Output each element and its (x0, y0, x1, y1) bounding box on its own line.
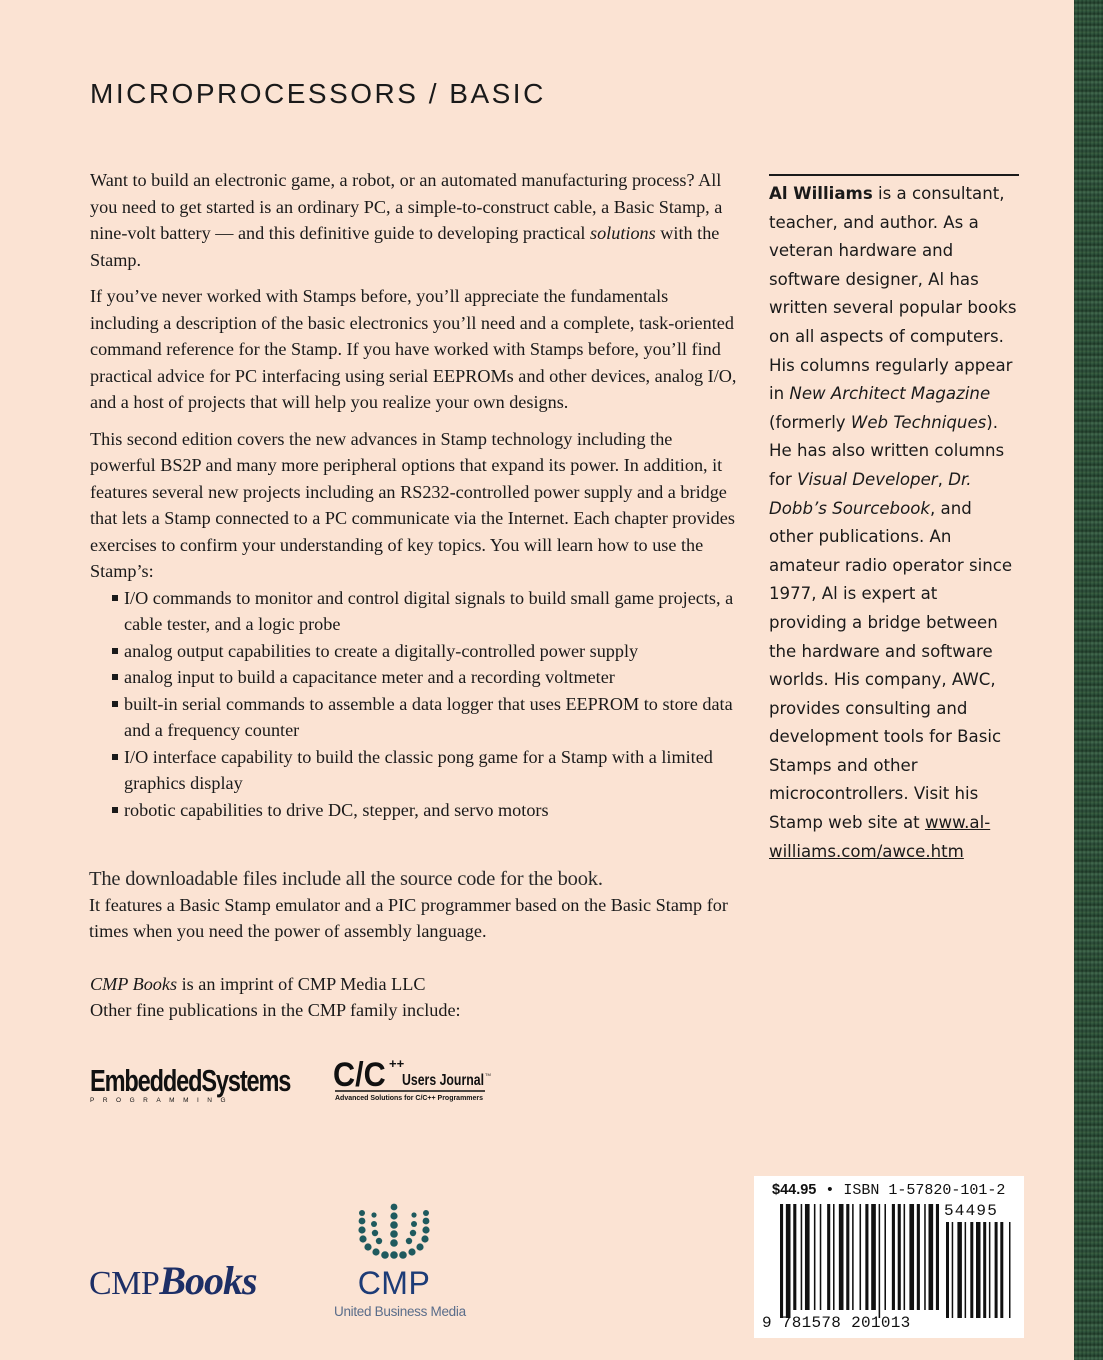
barcode-addon-bar (983, 1222, 986, 1318)
feature-list (90, 585, 740, 824)
bullet-icon (112, 648, 118, 654)
barcode-bar (892, 1204, 895, 1310)
author-website-link[interactable]: www.al-williams.com/awce.htm (769, 813, 991, 861)
barcode-bar (786, 1204, 791, 1318)
barcode-bar (833, 1204, 835, 1310)
downloads-body: It features a Basic Stamp emulator and a PIC programmer based on the Basic Stamp for times when you need the power of assembly language. (89, 895, 728, 941)
svg-text:C/C: C/C (333, 1056, 386, 1094)
barcode-bar (860, 1204, 862, 1310)
barcode-addon-bar (989, 1222, 991, 1318)
barcode-addon-bar (946, 1222, 949, 1318)
bullet-icon (112, 807, 118, 813)
list-item: robotic capabilities to drive DC, stepper, and servo motors (90, 797, 740, 824)
imprint-line-2: Other fine publications in the CMP family include: (90, 1000, 461, 1020)
price-isbn-line: $44.95 • ISBN 1-57820-101-2 (772, 1182, 1006, 1199)
cmp-ubm-logo: CMP United Business Media (334, 1203, 454, 1328)
barcode-bar (865, 1204, 868, 1310)
cuj-logo-graphic (333, 1056, 493, 1106)
cuj-logo (333, 1056, 493, 1106)
barcode-bar (884, 1204, 886, 1310)
barcode-bar (936, 1204, 939, 1310)
description (90, 167, 740, 823)
barcode-ean-digits: 9 781578 201013 (762, 1314, 911, 1332)
imprint-note (90, 971, 750, 1023)
barcode-bar (793, 1204, 796, 1310)
description-paragraph-3: This second edition covers the new advances in Stamp technology including the powerful BS2P and many more peripheral options that expand its power. In addition, it features several new projects including an RS232-controlled power supply and a bridge that lets a Stamp connected to a PC communicate via the Internet. Each chapter provides exercises to confirm your understanding of key topics. You will learn how to use the Stamp’s: (90, 428, 735, 581)
barcode-bar (909, 1204, 914, 1310)
isbn: ISBN 1-57820-101-2 (843, 1182, 1006, 1199)
barcode-bar (805, 1204, 810, 1310)
barcode-bar (814, 1204, 816, 1310)
barcode-bar (929, 1204, 934, 1310)
embedded-systems-logo: EmbeddedSystems PROGRAMMING (90, 1063, 291, 1104)
barcode-bar (846, 1204, 849, 1310)
barcode-addon-bar (1009, 1222, 1011, 1318)
downloads-lead: The downloadable files include all the source code for the book. (89, 868, 603, 890)
spine-edge (1074, 0, 1103, 1360)
bullet-icon (112, 674, 118, 680)
imprint-line-1: CMP Books is an imprint of CMP Media LLC (90, 974, 426, 994)
barcode-addon-bar (995, 1222, 998, 1318)
svg-text:TM: TM (485, 1072, 491, 1077)
barcode-bar (852, 1204, 854, 1310)
barcode-bar (879, 1204, 881, 1318)
list-item: built-in serial commands to assemble a data logger that uses EEPROM to store data and a frequency counter (90, 691, 740, 744)
ubm-dot-emblem-icon (334, 1203, 454, 1259)
barcode-bar (898, 1204, 901, 1310)
category-heading: MICROPROCESSORS / BASIC (90, 78, 546, 109)
description-paragraph-2: If you’ve never worked with Stamps before, you’ll appreciate the fundamentals including a description of the basic electronics you’ll need and a complete, task-oriented command reference for the Stamp. If you have worked with Stamps before, you’ll find practical advice for PC interfacing using serial EEPROMs and other devices, analog I/O, and a host of projects that will help you realize your own designs. (90, 286, 737, 412)
bullet-icon (112, 701, 118, 707)
downloads-note (89, 866, 749, 944)
svg-text:Advanced Solutions for C/C++ P: Advanced Solutions for C/C++ Programmers (335, 1095, 484, 1102)
list-item: I/O commands to monitor and control digital signals to build small game projects, a cable tester, and a logic probe (90, 585, 740, 638)
barcode-addon-bar (965, 1222, 967, 1318)
barcode-bar (904, 1204, 906, 1310)
cmp-books-logo: CMPBooks (89, 1258, 257, 1303)
bullet-icon (112, 754, 118, 760)
svg-text:++: ++ (389, 1056, 405, 1071)
barcode-bar (839, 1204, 844, 1310)
bullet-icon (112, 595, 118, 601)
barcode-addon-bar (952, 1222, 954, 1318)
barcode-addon-bar (976, 1222, 981, 1318)
price: $44.95 (772, 1182, 817, 1198)
isbn-barcode (754, 1176, 1024, 1338)
list-item: I/O interface capability to build the classic pong game for a Stamp with a limited graphics display (90, 744, 740, 797)
barcode-bar (924, 1204, 926, 1310)
barcode-bar (917, 1204, 920, 1310)
list-item: analog output capabilities to create a digitally-controlled power supply (90, 638, 740, 665)
barcode-bar (801, 1204, 803, 1310)
barcode-addon-digits: 54495 (944, 1202, 999, 1220)
barcode-bar (780, 1204, 783, 1318)
barcode-addon-bar (970, 1222, 973, 1318)
author-bio: Al Williams is a consultant, teacher, and author. As a veteran hardware and software designer, Al has written several popular books on all aspects of computers. His columns regularly appear in New Architect Magazine (formerly Web Techniques). He has also written columns for Visual Developer, Dr. Dobb’s Sourcebook, and other publications. An amateur radio operator since 1977, Al is expert at providing a bridge between the hardware and software worlds. His company, AWC, provides consulting and development tools for Basic Stamps and other microcontrollers. Visit his Stamp web site at www.al-williams.com/awce.htm (769, 174, 1019, 866)
barcode-bar (827, 1204, 830, 1310)
barcode-bar (820, 1204, 822, 1310)
barcode-addon-bar (957, 1222, 962, 1318)
barcode-addon-bar (1000, 1222, 1003, 1318)
author-name: Al Williams (769, 184, 873, 203)
svg-text:Users Journal: Users Journal (402, 1072, 484, 1089)
description-paragraph-1: Want to build an electronic game, a robot, or an automated manufacturing process? All you need to get started is an ordinary PC, a simple-to-construct cable, a Basic Stamp, a nine-volt battery — and this definitive guide to developing practical solutions with the Stamp. (90, 170, 723, 270)
barcode-bar (871, 1204, 876, 1310)
list-item: analog input to build a capacitance meter and a recording voltmeter (90, 664, 740, 691)
